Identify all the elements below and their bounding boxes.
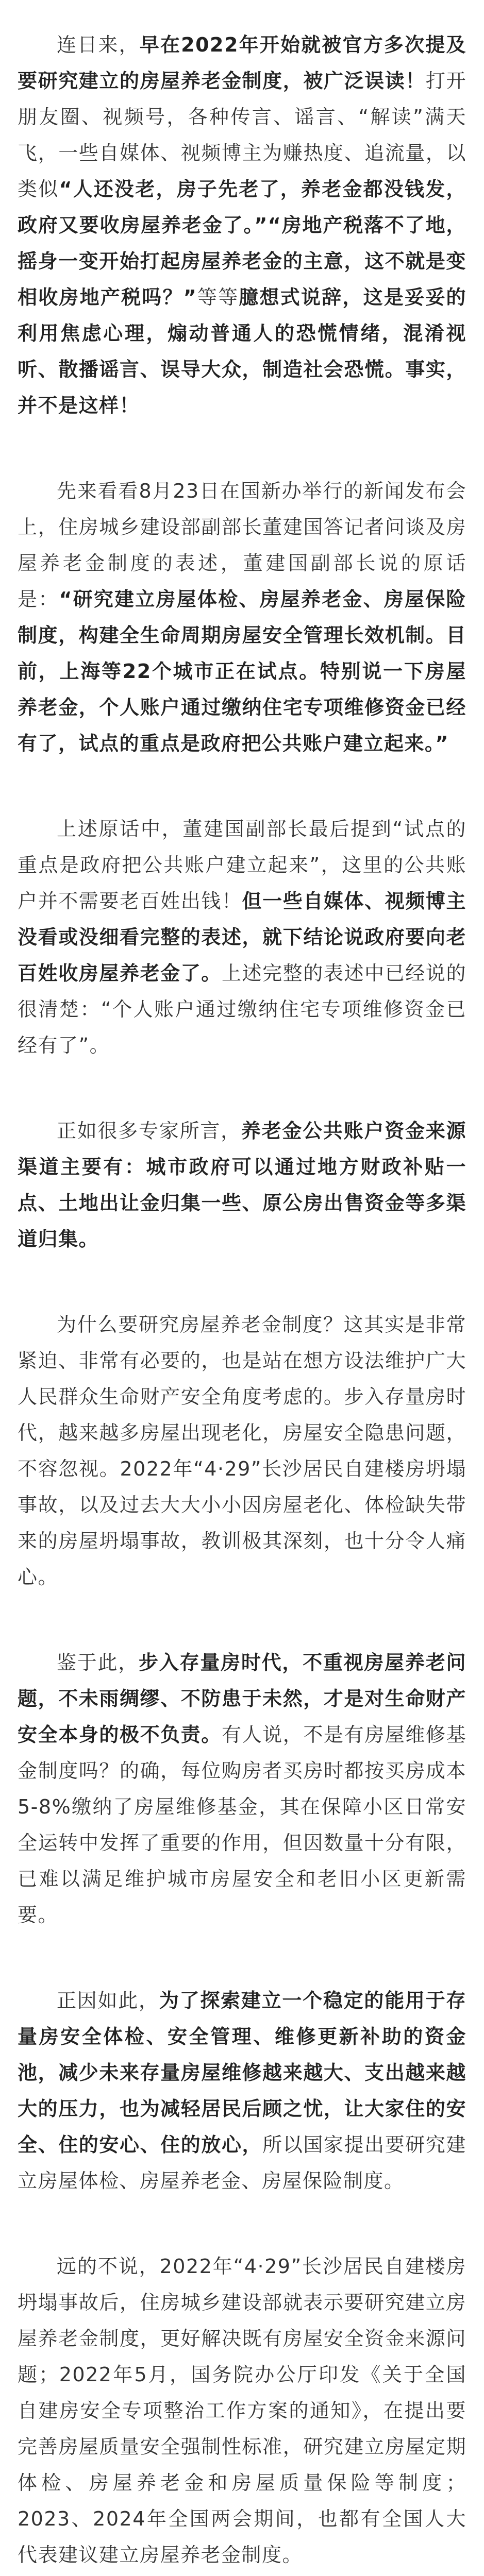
bold-text-segment: “人还没老，房子先老了，养老金都没钱发，政府又要收房屋养老金了。”“房地产税落不了地，摇身一变开始打起房屋养老金的主意，这不就是变相收房地产税吗？” [18, 178, 466, 309]
text-segment: 所以国家提出要研究建立房屋体检、房屋养老金、房屋保险制度。 [18, 2133, 466, 2192]
bold-text-segment: 但一些自媒体、视频博主没看或没细看完整的表述，就下结论说政府要向老百姓收房屋养老金了。 [18, 890, 466, 985]
text-segment: 为什么要研究房屋养老金制度？这其实是非常紧迫、非常有必要的，也是站在想方设法维护广大人民群众生命财产安全角度考虑的。步入存量房时代，越来越多房屋出现老化，房屋安全隐患问题，不容忽视。2022年“4·29”长沙居民自建楼房坍塌事故，以及过去大大小小因房屋老化、体检缺失带来的房屋坍塌事故，教训极其深刻，也十分令人痛心。 [18, 1313, 466, 1588]
article-paragraph [18, 811, 466, 1063]
text-segment: 有人说，不是有房屋维修基金制度吗？的确，每位购房者买房时都按买房成本5-8%缴纳了房屋维修基金，其在保障小区日常安全运转中发挥了重要的作用，但因数量十分有限，已难以满足维护城市房屋安全和老旧小区更新需要。 [18, 1723, 466, 1926]
text-segment: 鉴于此， [57, 1651, 139, 1674]
text-segment: 远的不说，2022年“4·29”长沙居民自建楼房坍塌事故后，住房城乡建设部就表示要研究建立房屋养老金制度，更好解决既有房屋安全资金来源问题；2022年5月，国务院办公厅印发《关于全国自建房安全专项整治工作方案的通知》，在提出要完善房屋质量安全强制性标准，研究建立房屋定期体检、房屋养老金和房屋质量保险等制度；2023、2024年全国两会期间，也都有全国人大代表建议建立房屋养老金制度。 [18, 2255, 466, 2566]
text-segment: 等等 [197, 286, 239, 309]
text-segment: 打开朋友圈、视频号，各种传言、谣言、“解读”满天飞，一些自媒体、视频博主为赚热度、追流量，以类似 [18, 70, 466, 200]
bold-text-segment: 步入存量房时代，不重视房屋养老问题，不未雨绸缪、不防患于未然，才是对生命财产安全本身的极不负责。 [18, 1651, 466, 1746]
article-paragraph [18, 1645, 466, 1933]
text-segment: 连日来， [57, 33, 140, 56]
text-segment: 上述完整的表述中已经说的很清楚：“个人账户通过缴纳住宅专项维修资金已经有了”。 [18, 962, 466, 1057]
bold-text-segment: 臆想式说辞，这是妥妥的利用焦虑心理，煽动普通人的恐慌情绪，混淆视听、散播谣言、误导大众，制造社会恐慌。事实，并不是这样！ [18, 286, 466, 417]
bold-text-segment: “研究建立房屋体检、房屋养老金、房屋保险制度，构建全生命周期房屋安全管理长效机制。目前，上海等22个城市正在试点。特别说一下房屋养老金，个人账户通过缴纳住宅专项维修资金已经有了，试点的重点是政府把公共账户建立起来。” [18, 588, 466, 755]
bold-text-segment: 为了探索建立一个稳定的能用于存量房安全体检、安全管理、维修更新补助的资金池，减少未来存量房屋维修越来越大、支出越来越大的压力，也为减轻居民后顾之忧，让大家住的安全、住的安心、住的放心， [18, 1989, 466, 2156]
article-paragraph [18, 1113, 466, 1257]
text-segment: 先来看看8月23日在国新办举行的新闻发布会上，住房城乡建设部副部长董建国答记者问谈及房屋养老金制度的表述，董建国副部长说的原话是： [18, 480, 466, 611]
article-paragraph [18, 1982, 466, 2199]
article-paragraph [18, 27, 466, 423]
bold-text-segment: 早在2022年开始就被官方多次提及要研究建立的房屋养老金制度，被广泛误读！ [18, 33, 466, 92]
text-segment: 上述原话中，董建国副部长最后提到“试点的重点是政府把公共账户建立起来”，这里的公共账户并不需要老百姓出钱！ [18, 818, 466, 912]
article-paragraph [18, 473, 466, 761]
text-segment: 正如很多专家所言， [57, 1120, 241, 1142]
bold-text-segment: 养老金公共账户资金来源渠道主要有：城市政府可以通过地方财政补贴一点、土地出让金归集一些、原公房出售资金等多渠道归集。 [18, 1120, 466, 1250]
text-segment: 正因如此， [57, 1989, 159, 2012]
article-paragraph [18, 2248, 466, 2573]
article-paragraph [18, 1307, 466, 1595]
